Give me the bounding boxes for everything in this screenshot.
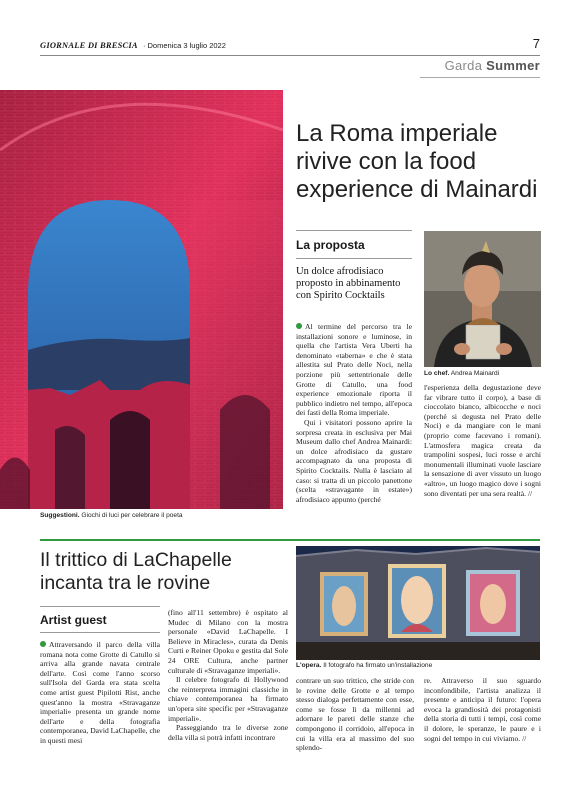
grotte-illuminated-photo (0, 90, 283, 509)
newspaper-name: GIORNALE DI BRESCIA (40, 40, 138, 50)
article2-headline: Il trittico di LaChapelle incanta tra le rovine (40, 549, 232, 594)
bullet-icon (40, 641, 46, 647)
installation-illustration (296, 546, 540, 660)
chef-illustration (424, 231, 541, 367)
article1-deck: Un dolce afrodisiaco proposto in abbinamento con Spirito Cocktails (296, 266, 401, 301)
kicker1-rule-bottom (296, 258, 412, 259)
article2-col2-p2: Il celebre fotografo di Hollywood che reinterpreta immagini classiche in chiave contemporanea ha firmato un'opera site specific per «Stravaganze imperiali». (168, 675, 288, 723)
photo-caption-3-text: Il fotografo ha firmato un'installazione (323, 662, 433, 669)
photo-caption-3-bold: L'opera. (296, 662, 322, 669)
photo-caption-1-bold: Suggestioni. (40, 512, 80, 519)
photo-caption-1-text: Giochi di luci per celebrare il poeta (81, 512, 183, 519)
article1-headline: La Roma imperiale rivive con la food experience di Mainardi (296, 120, 538, 203)
article2-col1-text: Attraversando il parco della villa romana nota come Grotte di Catullo si arriva alla grande navata centrale dell'arte. Così come l'anno scorso sull'Isola del Garda era stata scelta come artist guest Pipilotti Rist, anche quest'anno la mostra «Stravaganze imperiali» presenta un grande nome dell'arte e della fotografia contemporanea, David LaChapelle, che in questi mesi (40, 640, 160, 745)
article1-col2: l'esperienza della degustazione deve far vibrare tutto il corpo), a base di cioccolato bianco, albicocche e noci (perché si degusta nel Prato delle Noci) e da mangiare con le mani (proprio come facevano i romani). L'atmosfera magica creata da trampolini sospesi, luci rosse e archi monumentali illuminati vuole lasciare la sensazione di aver vissuto un luogo «altro», un luogo magico dove i sogni sono diventati per una sera realtà. // (424, 383, 541, 498)
section-label-part1: Garda (444, 58, 483, 73)
page-header (40, 36, 540, 54)
article2-top-rule (40, 539, 540, 541)
section-label-part2: Summer (486, 58, 540, 73)
photo-caption-1 (40, 512, 183, 519)
article2-kicker: Artist guest (40, 613, 107, 627)
chef-caption-bold: Lo chef. (424, 370, 450, 377)
arch-illustration (0, 90, 283, 509)
article2-col4: re. Attraverso il suo sguardo inconfondibile, l'artista analizza il presente e anticipa il futuro: l'opera evoca la grandiosità dei protagonisti della storia di tutti i tempi, così come il dolore, le speranze, le paure e i sogni del tempo in cui viviamo. // (424, 676, 541, 743)
issue-date: · Domenica 3 luglio 2022 (142, 41, 226, 50)
section-label (445, 58, 540, 73)
photo-caption-3 (296, 662, 432, 669)
article2-col1 (40, 640, 160, 746)
kicker1-rule (296, 230, 412, 231)
chef-caption-text: Andrea Mainardi (450, 370, 500, 377)
article1-kicker: La proposta (296, 238, 365, 252)
article2-col2-p3: Passeggiando tra le diverse zone della villa si potrà infatti incontrare (168, 723, 288, 742)
article2-col3: contrare un suo trittico, che stride con le rovine delle Grotte e al tempo stesso dialoga perfettamente con esse, come se fosse lì da millenni ad adornare le pareti delle stanze che compongono il corridoio, all'epoca in cui la villa era al massimo del suo splendo- (296, 676, 414, 753)
chef-photo (424, 231, 541, 367)
kicker2-rule (40, 606, 160, 607)
article1-col1-p1: Al termine del percorso tra le installazioni sonore e luminose, in quella che l'artista Vera Uberti ha denominato «taberna» e che è stata allestita sul Prato delle Noci, nella porzione più settentrionale delle Grotte di Catullo, una food experience emozionale riporta il pubblico indietro nel tempo, all'epoca dei fasti della Roma imperiale. (296, 322, 412, 418)
page-number: 7 (532, 36, 540, 51)
article2-col2-p1: (fino all'11 settembre) è ospitato al Mudec di Milano con la mostra personale «David LaChapelle. I Believe in Miracles», curata da Denis Curti e Reiner Opoku e gestita dal Sole 24 ORE Cultura, anche partner culturale di «Stravaganze imperiali». (168, 608, 288, 675)
bullet-icon (296, 323, 302, 329)
chef-caption (424, 370, 499, 377)
section-divider (420, 77, 540, 78)
lachapelle-installation-photo (296, 546, 540, 660)
article2-col2 (168, 608, 288, 742)
header-divider (40, 55, 540, 56)
article1-col1 (296, 322, 412, 504)
article1-col1-p2: Qui i visitatori possono aprire la sorpresa creata in esclusiva per Mai Museum dallo chef Andrea Mainardi: un dolce afrodisiaco da gustare accompagnato da una proposta di Spirito Cocktails. Nulla è lasciato al caso: si tratta di un piccolo panettone (scelta «stravagante in estate») afrodisiaco appunto (perché (296, 417, 412, 504)
kicker2-rule-bottom (40, 632, 160, 633)
